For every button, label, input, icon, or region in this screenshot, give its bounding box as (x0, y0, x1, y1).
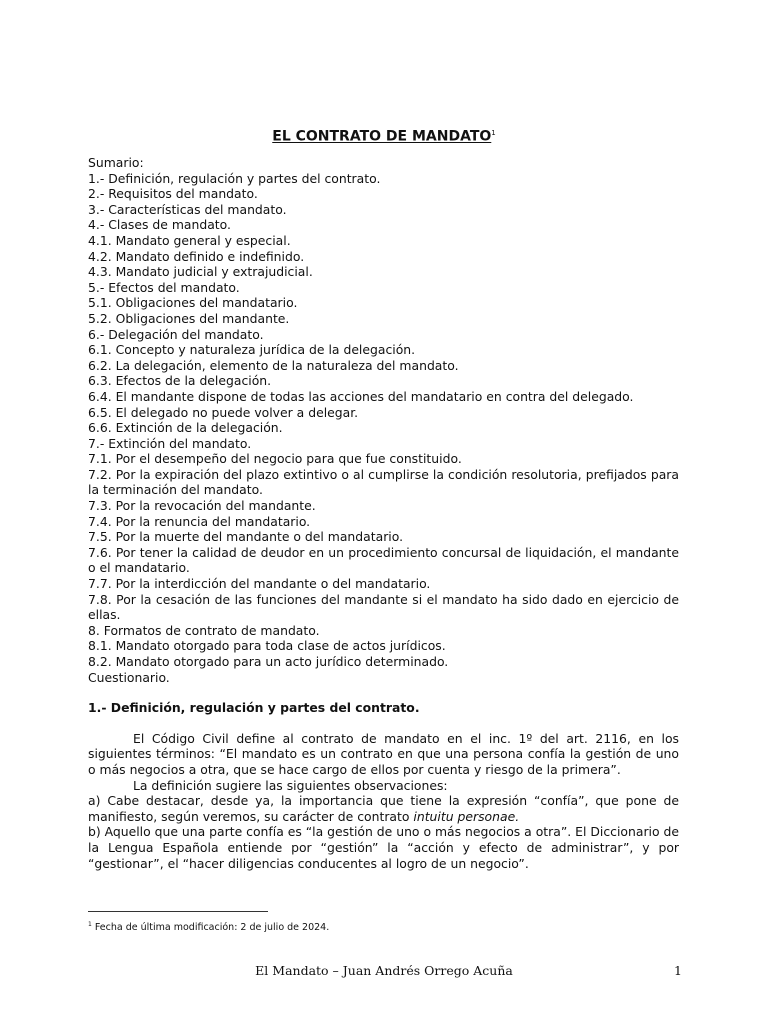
title-footnote-ref[interactable]: 1 (491, 129, 496, 137)
toc-item: 6.5. El delegado no puede volver a delegar. (88, 404, 359, 420)
toc-item: 7.4. Por la renuncia del mandatario. (88, 513, 311, 529)
toc-item: 6.1. Concepto y naturaleza jurídica de la delegación. (88, 342, 416, 358)
toc-item: 6.6. Extinción de la delegación. (88, 420, 283, 436)
toc-item: 7.3. Por la revocación del mandante. (88, 498, 316, 514)
paragraph-observation-b: b) Aquello que una parte confía es “la gestión de uno o más negocios a otra”. El Diccionario de la Lengua Española entiende por “gestión” la “acción y efecto de administrar”, y por “gestionar”, el “hacer diligencias conducentes al logro de un negocio”. (88, 824, 679, 871)
toc-item: 4.- Clases de mandato. (88, 217, 231, 233)
toc-item: 6.4. El mandante dispone de todas las acciones del mandatario en contra del delegado. (88, 388, 634, 404)
toc-item: 4.1. Mandato general y especial. (88, 232, 291, 248)
toc-item: 5.1. Obligaciones del mandatario. (88, 295, 298, 311)
section-heading: 1.- Definición, regulación y partes del contrato. (88, 700, 420, 716)
toc-item: 8.1. Mandato otorgado para toda clase de actos jurídicos. (88, 638, 446, 654)
toc-item: 8.2. Mandato otorgado para un acto jurídico determinado. (88, 654, 449, 669)
footnote-text: Fecha de última modificación: 2 de julio de 2024. (91, 922, 330, 934)
toc-item: 4.2. Mandato definido e indefinido. (88, 248, 305, 264)
page-number: 1 (674, 963, 682, 978)
toc-item: 7.5. Por la muerte del mandante o del mandatario. (88, 529, 404, 545)
toc-item: 7.2. Por la expiración del plazo extintivo o al cumplirse la condición resolutoria, prefijados para la terminación del mandato. (88, 466, 679, 498)
document-title (0, 124, 768, 146)
observation-a-italic: intuitu personae. (413, 808, 520, 824)
footnote-marker: 1 (88, 921, 92, 928)
document-body (88, 155, 679, 871)
toc-item: 8. Formatos de contrato de mandato. (88, 622, 320, 638)
toc-item: 7.8. Por la cesación de las funciones del mandante si el mandato ha sido dado en ejercicio de ellas. (88, 591, 679, 623)
observation-a-text: a) Cabe destacar, desde ya, la importancia que tiene la expresión “confía”, que pone de manifiesto, según veremos, su carácter de contrato (88, 793, 679, 824)
toc-item: 4.3. Mandato judicial y extrajudicial. (88, 264, 313, 280)
toc-item: 5.2. Obligaciones del mandante. (88, 310, 290, 326)
paragraph-observation-a (88, 793, 679, 824)
footnote (88, 919, 329, 934)
toc-item: 1.- Definición, regulación y partes del contrato. (88, 170, 381, 186)
toc-item: 2.- Requisitos del mandato. (88, 186, 258, 202)
table-of-contents (88, 171, 679, 686)
paragraph-observations-intro: La definición sugiere las siguientes observaciones: (133, 777, 448, 793)
toc-item: 3.- Características del mandato. (88, 201, 287, 217)
toc-item: 6.3. Efectos de la delegación. (88, 373, 272, 389)
footnote-separator (88, 911, 268, 912)
toc-item: 7.7. Por la interdicción del mandante o del mandatario. (88, 576, 431, 592)
toc-item: 6.- Delegación del mandato. (88, 326, 264, 342)
title-text: EL CONTRATO DE MANDATO (272, 128, 492, 145)
toc-item: 6.2. La delegación, elemento de la naturaleza del mandato. (88, 357, 459, 373)
toc-item: 5.- Efectos del mandato. (88, 279, 240, 295)
summary-label: Sumario: (88, 155, 144, 170)
footer-text: El Mandato – Juan Andrés Orrego Acuña (255, 963, 513, 978)
toc-item: Cuestionario. (88, 669, 170, 685)
toc-item: 7.6. Por tener la calidad de deudor en un procedimiento concursal de liquidación, el mandante o el mandatario. (88, 544, 679, 576)
toc-item: 7.- Extinción del mandato. (88, 435, 252, 451)
toc-item: 7.1. Por el desempeño del negocio para que fue constituido. (88, 451, 462, 467)
paragraph-definition: El Código Civil define al contrato de mandato en el inc. 1º del art. 2116, en los siguientes términos: “El mandato es un contrato en que una persona confía la gestión de uno o más negocios a otra, que se hace cargo de ellos por cuenta y riesgo de la primera”. (88, 730, 679, 777)
